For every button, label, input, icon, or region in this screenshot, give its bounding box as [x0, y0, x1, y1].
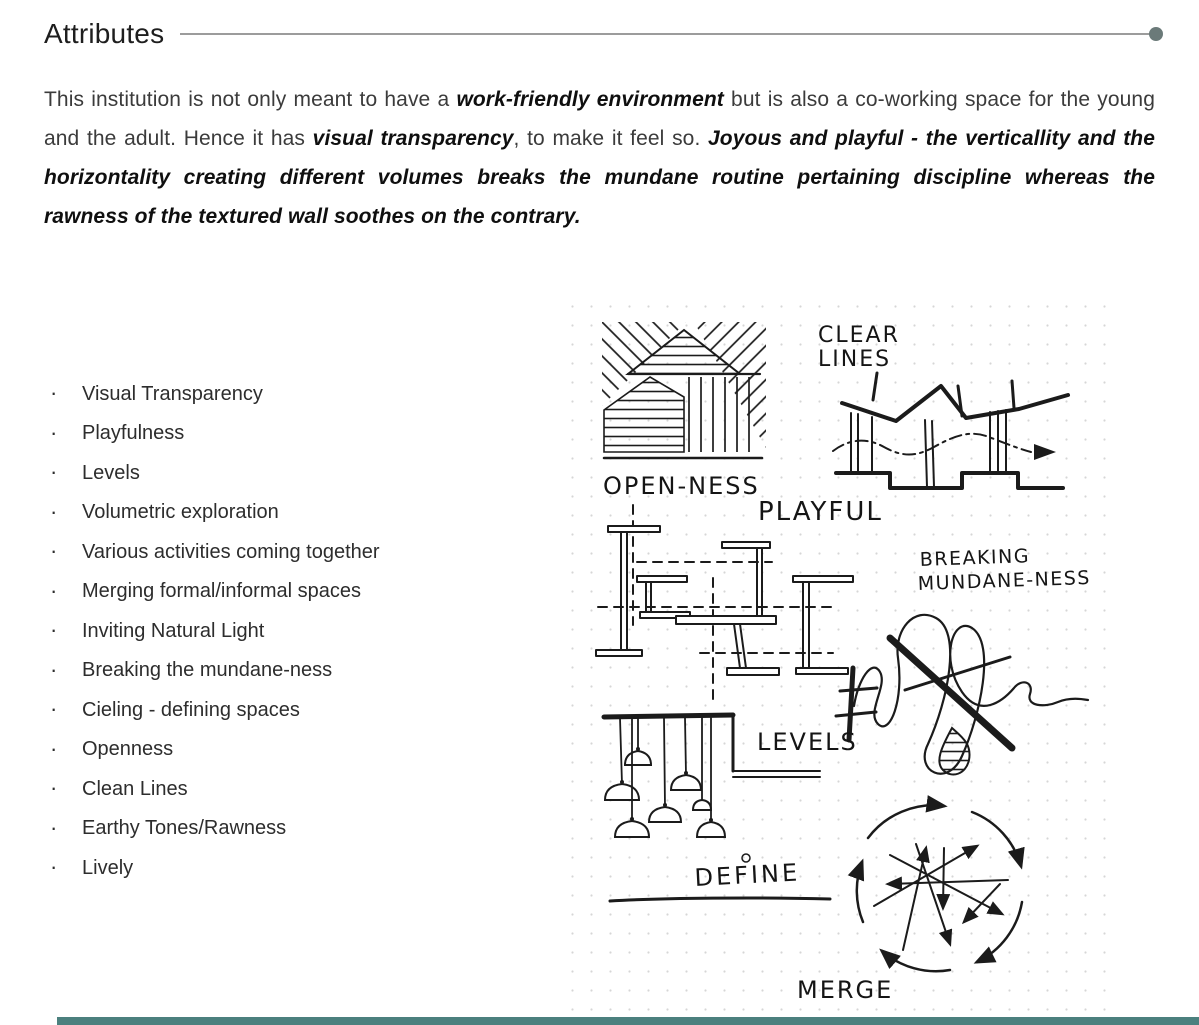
- list-item: [50, 809, 530, 849]
- clear-lines-label-2: LINES: [818, 347, 892, 372]
- attribute-label: Cieling - defining spaces: [82, 698, 300, 721]
- list-item: [50, 730, 530, 770]
- clear-lines-label-1: CLEAR: [818, 323, 900, 348]
- list-item: [50, 690, 530, 730]
- bullet-icon: [50, 809, 82, 849]
- bullet-icon: [50, 453, 82, 493]
- page-header: [0, 0, 1199, 50]
- attribute-label: Inviting Natural Light: [82, 619, 265, 642]
- paragraph-segment: This institution is not only meant to have a: [44, 88, 457, 111]
- concept-sketch-panel: [565, 298, 1110, 1015]
- list-item: [50, 414, 530, 454]
- footer-accent-bar: [57, 1017, 1199, 1025]
- openness-sketch: [602, 322, 766, 500]
- header-end-dot-icon: [1149, 27, 1163, 41]
- paragraph-segment: but is also a co-working space for the young and the adult. Hence it has: [44, 88, 1155, 150]
- breaking-label-2: MUNDANE-NESS: [917, 566, 1092, 595]
- bullet-icon: [50, 374, 82, 414]
- list-item: [50, 769, 530, 809]
- attribute-label: Visual Transparency: [82, 382, 263, 405]
- levels-label: LEVELS: [757, 728, 858, 756]
- merge-label: MERGE: [797, 976, 894, 1004]
- bullet-icon: [50, 730, 82, 770]
- playful-label: PLAYFUL: [758, 497, 883, 527]
- attribute-label: Clean Lines: [82, 777, 188, 800]
- define-label: DEFINE: [693, 858, 801, 892]
- attribute-label: Breaking the mundane-ness: [82, 659, 333, 681]
- attribute-label: Earthy Tones/Rawness: [82, 817, 287, 839]
- list-item: [50, 611, 530, 651]
- attribute-label: Lively: [82, 856, 134, 879]
- bullet-icon: [50, 611, 82, 651]
- attributes-list: [0, 374, 530, 888]
- attribute-label: Various activities coming together: [82, 540, 380, 563]
- bullet-icon: [50, 493, 82, 533]
- bullet-icon: [50, 848, 82, 888]
- attribute-label: Playfulness: [82, 422, 185, 444]
- attribute-label: Levels: [82, 461, 140, 484]
- bullet-icon: [50, 651, 82, 691]
- openness-label: OPEN-NESS: [603, 472, 760, 500]
- attribute-label: Openness: [82, 738, 174, 760]
- attribute-label: Volumetric exploration: [82, 501, 279, 523]
- header-rule: [180, 33, 1150, 35]
- bullet-icon: [50, 414, 82, 454]
- breaking-label-1: BREAKING: [919, 545, 1031, 571]
- page-title: Attributes: [44, 18, 165, 49]
- paragraph-segment-bold: work-friendly environment: [456, 88, 724, 111]
- bullet-icon: [50, 690, 82, 730]
- list-item: [50, 532, 530, 572]
- paragraph-segment: , to make it feel so.: [513, 127, 709, 150]
- concept-sketch-svg: [565, 298, 1110, 1015]
- list-item: [50, 453, 530, 493]
- paragraph-segment-bold: Joyous and playful - the verticallity and the horizontality creating different volumes breaks the mundane routine pertaining discipline whereas the rawness of the textured wall soothes on the contrary.: [44, 127, 1156, 228]
- list-item: [50, 848, 530, 888]
- attribute-label: Merging formal/informal spaces: [82, 580, 361, 602]
- intro-paragraph: [44, 80, 1155, 236]
- paragraph-segment-bold: visual transparency: [312, 127, 514, 150]
- list-item: [50, 493, 530, 533]
- list-item: [50, 572, 530, 612]
- bullet-icon: [50, 532, 82, 572]
- list-item: [50, 374, 530, 414]
- bullet-icon: [50, 769, 82, 809]
- list-item: [50, 651, 530, 691]
- bullet-icon: [50, 572, 82, 612]
